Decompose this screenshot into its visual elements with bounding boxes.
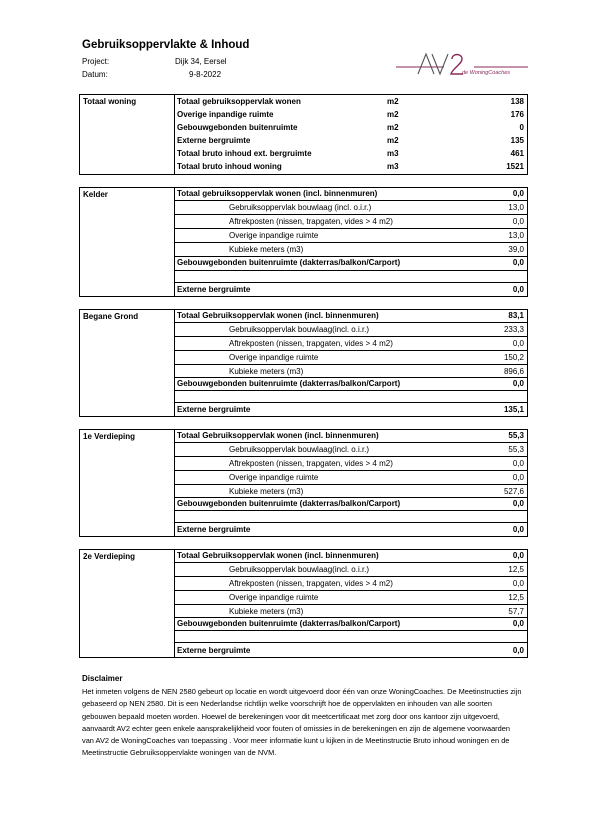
row-value: 896,6 <box>503 367 524 376</box>
table-row <box>175 110 527 123</box>
row-label: Aftrekposten (nissen, trapgaten, vides > 4 m2) <box>229 217 393 226</box>
row-label: Aftrekposten (nissen, trapgaten, vides > 4 m2) <box>229 339 393 348</box>
table-row <box>175 643 527 658</box>
section-label: 2e Verdieping <box>80 550 175 657</box>
table-row <box>175 323 527 337</box>
row-label: Overige inpandige ruimte <box>229 353 319 362</box>
table-row <box>175 485 527 498</box>
table-row <box>175 149 527 162</box>
row-value: 39,0 <box>508 245 524 254</box>
row-label: Totaal Gebruiksoppervlak wonen (incl. binnenmuren) <box>177 551 379 560</box>
date-label: Datum: <box>82 70 108 79</box>
table-row <box>175 201 527 215</box>
row-label: Externe bergruimte <box>177 405 251 414</box>
date-value: 9-8-2022 <box>189 70 222 79</box>
row-value: 57,7 <box>508 607 524 616</box>
table-row <box>175 136 527 149</box>
row-value: 0,0 <box>512 473 524 482</box>
row-label: Totaal gebruiksoppervlak wonen <box>177 97 301 106</box>
table-row <box>175 365 527 378</box>
row-value: 0,0 <box>512 551 524 560</box>
table-row <box>175 550 527 563</box>
row-label: Aftrekposten (nissen, trapgaten, vides > 4 m2) <box>229 579 393 588</box>
row-label: Aftrekposten (nissen, trapgaten, vides > 4 m2) <box>229 459 393 468</box>
row-label: Totaal Gebruiksoppervlak wonen (incl. binnenmuren) <box>177 431 379 440</box>
table-row <box>175 283 527 297</box>
row-value: 233,3 <box>503 325 524 334</box>
row-value: 150,2 <box>503 353 524 362</box>
row-label: Overige inpandige ruimte <box>229 593 319 602</box>
table-row-empty <box>175 271 527 283</box>
row-label: Totaal gebruiksoppervlak wonen (incl. binnenmuren) <box>177 189 378 198</box>
row-value: 176 <box>510 110 524 119</box>
row-value: 0,0 <box>512 339 524 348</box>
logo-tagline: de WoningCoaches <box>462 70 511 76</box>
av2-logo <box>396 50 528 80</box>
project-label: Project: <box>82 57 110 66</box>
project-value: Dijk 34, Eersel <box>175 57 227 66</box>
row-label: Gebouwgebonden buitenruimte (dakterras/balkon/Carport) <box>177 258 401 267</box>
row-value: 0,0 <box>512 217 524 226</box>
row-label: Gebruiksoppervlak bouwlaag(incl. o.i.r.) <box>229 445 370 454</box>
row-label: Kubieke meters (m3) <box>229 607 304 616</box>
section-label: Totaal woning <box>80 95 175 174</box>
row-label: Gebruiksoppervlak bouwlaag (incl. o.i.r.) <box>229 203 372 212</box>
table-row <box>175 229 527 243</box>
section-label: 1e Verdieping <box>80 430 175 536</box>
row-value: 0,0 <box>512 459 524 468</box>
row-value: 12,5 <box>508 565 524 574</box>
table-row-empty <box>175 631 527 643</box>
row-unit: m2 <box>387 97 399 106</box>
row-value: 0,0 <box>512 189 524 198</box>
row-label: Externe bergruimte <box>177 646 251 655</box>
section-totaal-woning <box>79 94 528 175</box>
table-row <box>175 591 527 605</box>
table-row <box>175 162 527 175</box>
row-unit: m3 <box>387 149 399 158</box>
row-value: 138 <box>510 97 524 106</box>
row-unit: m2 <box>387 110 399 119</box>
table-row <box>175 351 527 365</box>
section-begane-grond <box>79 309 528 417</box>
section-label: Kelder <box>80 188 175 296</box>
disclaimer-title: Disclaimer <box>82 674 123 683</box>
table-row <box>175 243 527 257</box>
row-value: 55,3 <box>508 431 524 440</box>
row-unit: m2 <box>387 123 399 132</box>
row-label: Externe bergruimte <box>177 136 251 145</box>
row-value: 13,0 <box>508 231 524 240</box>
table-row <box>175 257 527 271</box>
row-value: 0,0 <box>512 525 524 534</box>
row-label: Overige inpandige ruimte <box>229 231 319 240</box>
row-value: 135 <box>510 136 524 145</box>
row-label: Kubieke meters (m3) <box>229 487 304 496</box>
row-label: Externe bergruimte <box>177 525 251 534</box>
row-value: 13,0 <box>508 203 524 212</box>
table-row <box>175 618 527 631</box>
section-kelder <box>79 187 528 297</box>
table-row <box>175 97 527 110</box>
row-value: 135,1 <box>503 405 524 414</box>
row-value: 12,5 <box>508 593 524 602</box>
row-label: Kubieke meters (m3) <box>229 367 304 376</box>
table-row <box>175 337 527 351</box>
row-value: 0,0 <box>512 285 524 294</box>
row-label: Gebouwgebonden buitenruimte <box>177 123 298 132</box>
table-row <box>175 498 527 511</box>
row-label: Gebouwgebonden buitenruimte (dakterras/balkon/Carport) <box>177 379 401 388</box>
row-unit: m2 <box>387 136 399 145</box>
row-value: 0,0 <box>512 379 524 388</box>
table-row <box>175 188 527 201</box>
page-title: Gebruiksoppervlakte & Inhoud <box>82 39 250 51</box>
row-label: Totaal bruto inhoud ext. bergruimte <box>177 149 312 158</box>
row-label: Overige inpandige ruimte <box>229 473 319 482</box>
section-label: Begane Grond <box>80 310 175 416</box>
row-label: Totaal bruto inhoud woning <box>177 162 282 171</box>
row-value: 0,0 <box>512 499 524 508</box>
table-row <box>175 215 527 229</box>
row-label: Totaal Gebruiksoppervlak wonen (incl. binnenmuren) <box>177 311 379 320</box>
table-row <box>175 378 527 391</box>
row-value: 1521 <box>506 162 524 171</box>
table-row <box>175 577 527 591</box>
table-row <box>175 123 527 136</box>
row-value: 0,0 <box>512 646 524 655</box>
row-label: Gebruiksoppervlak bouwlaag(incl. o.i.r.) <box>229 325 370 334</box>
section-2e-verdieping <box>79 549 528 658</box>
row-value: 461 <box>510 149 524 158</box>
row-unit: m3 <box>387 162 399 171</box>
table-row <box>175 443 527 457</box>
row-value: 0,0 <box>512 258 524 267</box>
table-row <box>175 605 527 618</box>
row-value: 83,1 <box>508 311 524 320</box>
row-label: Gebouwgebonden buitenruimte (dakterras/balkon/Carport) <box>177 619 401 628</box>
row-value: 0 <box>519 123 524 132</box>
row-value: 0,0 <box>512 619 524 628</box>
row-label: Overige inpandige ruimte <box>177 110 274 119</box>
table-row <box>175 403 527 417</box>
row-value: 527,6 <box>503 487 524 496</box>
row-value: 55,3 <box>508 445 524 454</box>
row-label: Kubieke meters (m3) <box>229 245 304 254</box>
row-label: Gebouwgebonden buitenruimte (dakterras/balkon/Carport) <box>177 499 401 508</box>
disclaimer-text: Het inmeten volgens de NEN 2580 gebeurt op locatie en wordt uitgevoerd door één van onze WoningCoaches. De Meetinstructies zijn gebaseerd op NEN 2580. Dit is een Nederlandse richtlijn welke voorschrijft hoe de oppervlakten en inhouden van alle soorten gebouwen bepaald moeten worden. Hoewel de berekeningen voor dit meetcertificaat met zorg door ons kantoor zijn uitgevoerd, aanvaardt AV2 echter geen enkele aansprakelijkheid voor fouten of omissies in de berekeningen en zijn de algemene voorwaarden van AV2 de WoningCoaches van toepassing . Voor meer informatie kunt u kijken in de Meetinstructie Bruto inhoud woningen en de Meetinstructie Gebruiksoppervlakte woningen van de NVM. <box>82 687 522 758</box>
table-row-empty <box>175 511 527 523</box>
table-row <box>175 563 527 577</box>
row-label: Externe bergruimte <box>177 285 251 294</box>
table-row <box>175 430 527 443</box>
row-label: Gebruiksoppervlak bouwlaag(incl. o.i.r.) <box>229 565 370 574</box>
section-1e-verdieping <box>79 429 528 537</box>
row-value: 0,0 <box>512 579 524 588</box>
table-row <box>175 457 527 471</box>
table-row <box>175 523 527 537</box>
table-row-empty <box>175 391 527 403</box>
table-row <box>175 471 527 485</box>
table-row <box>175 310 527 323</box>
